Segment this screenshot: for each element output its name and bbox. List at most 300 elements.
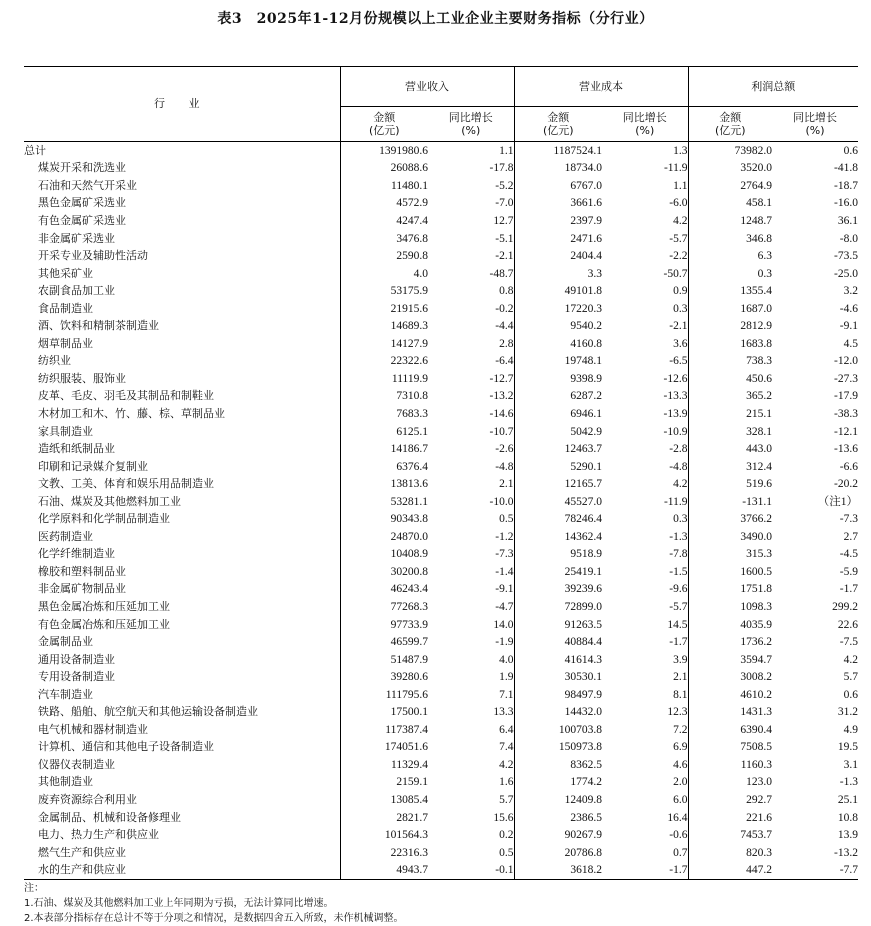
- profit-amount-cell: 458.1: [746, 197, 772, 210]
- profit-amount-cell: 0.3: [757, 267, 772, 280]
- revenue-growth-cell: -1.9: [428, 633, 514, 651]
- profit-growth-cell: -8.0: [839, 232, 858, 245]
- revenue-growth-cell: 4.0: [428, 651, 514, 669]
- profit-growth-cell: 3.2: [843, 285, 858, 298]
- cost-amount-cell: 30530.1: [564, 671, 602, 684]
- profit-growth-cell: -1.3: [839, 776, 858, 789]
- footnotes: [24, 881, 404, 926]
- profit-growth-cell: 19.5: [837, 741, 858, 754]
- subheader-growth: 同比增长 (%): [793, 111, 837, 137]
- table-title: 表3 2025年1-12月份规模以上工业企业主要财务指标（分行业）: [217, 11, 654, 27]
- cost-growth-cell: -12.6: [602, 370, 688, 388]
- cost-amount-cell: 1187524.1: [514, 142, 602, 160]
- industry-name: 其他制造业: [24, 774, 340, 792]
- profit-growth-cell: 25.1: [837, 794, 858, 806]
- revenue-amount-cell: 11119.9: [391, 372, 428, 385]
- cost-amount-cell: 98497.9: [564, 688, 602, 701]
- cost-amount-cell: 5042.9: [570, 425, 602, 438]
- profit-growth-cell: -12.1: [834, 425, 858, 438]
- revenue-growth-cell: 0.8: [428, 282, 514, 300]
- revenue-amount-cell: 11329.4: [391, 758, 428, 771]
- group-header-cost: 营业成本: [514, 66, 688, 107]
- cost-growth-cell: -11.9: [602, 160, 688, 178]
- cost-amount-cell: 20786.8: [564, 846, 602, 859]
- revenue-amount-cell: 101564.3: [384, 829, 428, 842]
- revenue-growth-cell: -2.6: [428, 440, 514, 458]
- revenue-growth-cell: -14.6: [428, 405, 514, 423]
- industry-name: 医药制造业: [24, 528, 340, 546]
- cost-amount-cell: 2386.5: [570, 811, 602, 824]
- profit-growth-cell: 36.1: [837, 214, 858, 227]
- cost-growth-cell: 3.6: [602, 335, 688, 353]
- profit-amount-cell: 6.3: [757, 250, 772, 263]
- profit-amount-cell: 3594.7: [740, 653, 772, 666]
- revenue-amount-cell: 22316.3: [390, 846, 428, 859]
- cost-growth-cell: 1.1: [602, 177, 688, 195]
- revenue-growth-cell: -4.4: [428, 317, 514, 335]
- table-row: [24, 317, 858, 335]
- revenue-growth-cell: -1.2: [428, 528, 514, 546]
- profit-amount-cell: 1736.2: [740, 636, 772, 649]
- group-header-profit: 利润总额: [688, 66, 858, 107]
- revenue-amount-cell: 1391980.6: [340, 142, 428, 160]
- revenue-amount-cell: 7683.3: [396, 407, 428, 420]
- profit-growth-cell: -1.7: [839, 583, 858, 596]
- revenue-growth-cell: 1.9: [428, 668, 514, 686]
- profit-growth-cell: 4.5: [843, 337, 858, 350]
- industry-name: 废弃资源综合利用业: [24, 791, 340, 809]
- cost-amount-cell: 1774.2: [570, 776, 602, 789]
- table-row: [24, 633, 858, 651]
- cost-growth-cell: -1.5: [602, 563, 688, 581]
- cost-growth-cell: 16.4: [602, 809, 688, 827]
- industry-name: 化学纤维制造业: [24, 546, 340, 564]
- industry-name: 橡胶和塑料制品业: [24, 563, 340, 581]
- revenue-growth-cell: -0.2: [428, 300, 514, 318]
- table-row: [24, 721, 858, 739]
- cost-growth-cell: -2.1: [602, 317, 688, 335]
- industry-name: 金属制品业: [24, 633, 340, 651]
- profit-growth-cell: -25.0: [834, 267, 858, 280]
- profit-growth-cell: -5.9: [839, 565, 858, 578]
- profit-growth-cell: 4.2: [843, 653, 858, 666]
- table-row: [24, 668, 858, 686]
- industry-name: 燃气生产和供应业: [24, 844, 340, 862]
- industry-name: 酒、饮料和精制茶制造业: [24, 317, 340, 335]
- cost-amount-cell: 4160.8: [570, 337, 602, 350]
- revenue-amount-cell: 46243.4: [390, 583, 428, 596]
- profit-growth-cell: -17.9: [834, 390, 858, 403]
- profit-growth-cell: 4.9: [843, 723, 858, 736]
- table-row: [24, 177, 858, 195]
- cost-amount-cell: 14362.4: [564, 530, 602, 543]
- cost-growth-cell: 0.9: [602, 282, 688, 300]
- table-row: [24, 756, 858, 774]
- profit-growth-cell: -9.1: [839, 320, 858, 333]
- table-row: [24, 774, 858, 792]
- profit-amount-cell: 450.6: [746, 372, 772, 385]
- industry-name: 木材加工和木、竹、藤、棕、草制品业: [24, 405, 340, 423]
- industry-name: 造纸和纸制品业: [24, 440, 340, 458]
- revenue-amount-cell: 21915.6: [390, 302, 428, 315]
- cost-growth-cell: 3.9: [602, 651, 688, 669]
- financial-indicators-table: [24, 66, 858, 880]
- profit-growth-cell: -4.5: [839, 548, 858, 561]
- cost-amount-cell: 12165.7: [564, 478, 602, 491]
- revenue-growth-cell: 6.4: [428, 721, 514, 739]
- revenue-amount-cell: 2590.8: [396, 250, 428, 263]
- cost-growth-cell: -10.9: [602, 423, 688, 441]
- profit-amount-cell: 292.7: [746, 794, 772, 806]
- profit-amount-cell: 1098.3: [740, 600, 772, 613]
- revenue-growth-cell: -10.7: [428, 423, 514, 441]
- cost-growth-cell: -5.7: [602, 230, 688, 248]
- table-row: [24, 265, 858, 283]
- cost-growth-cell: 1.3: [602, 142, 688, 160]
- revenue-growth-cell: 0.5: [428, 844, 514, 862]
- industry-name: 烟草制品业: [24, 335, 340, 353]
- table-body: [24, 142, 858, 880]
- industry-name: 有色金属矿采选业: [24, 212, 340, 230]
- revenue-growth-cell: -0.1: [428, 861, 514, 879]
- cost-growth-cell: 7.2: [602, 721, 688, 739]
- table-row: [24, 440, 858, 458]
- profit-amount-cell: 820.3: [746, 846, 772, 859]
- revenue-growth-cell: 5.7: [428, 791, 514, 809]
- group-header-revenue: 营业收入: [340, 66, 514, 107]
- cost-growth-cell: -1.7: [602, 861, 688, 879]
- profit-amount-cell: 315.3: [746, 548, 772, 561]
- profit-amount-cell: 215.1: [746, 407, 772, 420]
- cost-growth-cell: 8.1: [602, 686, 688, 704]
- revenue-amount-cell: 90343.8: [390, 513, 428, 526]
- profit-amount-cell: 3520.0: [740, 162, 772, 175]
- profit-amount-cell: 328.1: [746, 425, 772, 438]
- cost-growth-cell: 4.6: [602, 756, 688, 774]
- cost-growth-cell: -7.8: [602, 546, 688, 564]
- cost-amount-cell: 9518.9: [570, 548, 602, 561]
- cost-growth-cell: 0.7: [602, 844, 688, 862]
- profit-growth-cell: -16.0: [834, 197, 858, 210]
- industry-name: 文教、工美、体育和娱乐用品制造业: [24, 475, 340, 493]
- profit-amount-cell: 738.3: [746, 355, 772, 368]
- cost-growth-cell: 0.3: [602, 510, 688, 528]
- table-row: [24, 528, 858, 546]
- profit-amount-cell: 1431.3: [740, 706, 772, 719]
- cost-amount-cell: 5290.1: [570, 460, 602, 473]
- table-row: [24, 142, 858, 160]
- table-row: [24, 861, 858, 879]
- cost-growth-cell: 6.0: [602, 791, 688, 809]
- revenue-amount-cell: 53175.9: [390, 285, 428, 298]
- profit-growth-cell: -73.5: [834, 250, 858, 263]
- industry-name: 有色金属冶炼和压延加工业: [24, 616, 340, 634]
- table-row: [24, 230, 858, 248]
- cost-amount-cell: 19748.1: [564, 355, 602, 368]
- revenue-amount-cell: 4247.4: [396, 214, 428, 227]
- cost-amount-cell: 41614.3: [564, 653, 602, 666]
- revenue-growth-cell: -13.2: [428, 388, 514, 406]
- revenue-amount-cell: 46599.7: [390, 636, 428, 649]
- profit-growth-cell: -12.0: [834, 355, 858, 368]
- cost-amount-cell: 72899.0: [564, 600, 602, 613]
- profit-growth-cell: -18.7: [834, 179, 858, 192]
- table-row: [24, 282, 858, 300]
- profit-growth-cell: 299.2: [832, 600, 858, 613]
- industry-name: 石油、煤炭及其他燃料加工业: [24, 493, 340, 511]
- revenue-growth-cell: 15.6: [428, 809, 514, 827]
- cost-amount-cell: 9540.2: [570, 320, 602, 333]
- revenue-growth-cell: 2.1: [428, 475, 514, 493]
- cost-amount-cell: 49101.8: [564, 285, 602, 298]
- profit-amount-cell: 365.2: [746, 390, 772, 403]
- cost-growth-cell: -1.3: [602, 528, 688, 546]
- cost-amount-cell: 17220.3: [564, 302, 602, 315]
- cost-growth-cell: 2.1: [602, 668, 688, 686]
- revenue-amount-cell: 174051.6: [384, 741, 428, 754]
- subheader-amount: 金额 (亿元): [714, 111, 746, 137]
- cost-growth-cell: -6.0: [602, 195, 688, 213]
- table-row: [24, 598, 858, 616]
- profit-growth-cell: 10.8: [837, 811, 858, 824]
- industry-header: 行 业: [24, 66, 340, 142]
- industry-name: 铁路、船舶、航空航天和其他运输设备制造业: [24, 704, 340, 722]
- industry-name: 专用设备制造业: [24, 668, 340, 686]
- profit-amount-cell: 443.0: [746, 443, 772, 456]
- table-row: [24, 388, 858, 406]
- table-row: [24, 704, 858, 722]
- cost-amount-cell: 3661.6: [570, 197, 602, 210]
- revenue-growth-cell: -2.1: [428, 247, 514, 265]
- profit-growth-cell: 22.6: [837, 618, 858, 631]
- profit-amount-cell: 2764.9: [740, 179, 772, 192]
- profit-amount-cell: 123.0: [746, 776, 772, 789]
- profit-amount-cell: -131.1: [742, 495, 772, 508]
- table-row: [24, 300, 858, 318]
- note-item: 1.石油、煤炭及其他燃料加工业上年同期为亏损，无法计算同比增速。: [24, 898, 334, 909]
- revenue-growth-cell: -4.8: [428, 458, 514, 476]
- revenue-growth-cell: 1.1: [428, 142, 514, 160]
- industry-name: 非金属矿物制品业: [24, 581, 340, 599]
- profit-growth-cell: 0.6: [843, 688, 858, 701]
- profit-growth-cell: -7.5: [839, 636, 858, 649]
- cost-amount-cell: 40884.4: [564, 636, 602, 649]
- profit-growth-cell: -20.2: [834, 478, 858, 491]
- profit-amount-cell: 1160.3: [740, 758, 772, 771]
- table-row: [24, 405, 858, 423]
- cost-growth-cell: -1.7: [602, 633, 688, 651]
- profit-amount-cell: 1600.5: [740, 565, 772, 578]
- cost-amount-cell: 18734.0: [564, 162, 602, 175]
- industry-name: 总计: [24, 142, 340, 160]
- cost-growth-cell: -4.8: [602, 458, 688, 476]
- table-row: [24, 616, 858, 634]
- cost-amount-cell: 3.3: [587, 267, 602, 280]
- profit-growth-cell: -38.3: [834, 407, 858, 420]
- cost-growth-cell: -2.8: [602, 440, 688, 458]
- industry-name: 黑色金属冶炼和压延加工业: [24, 598, 340, 616]
- cost-growth-cell: 0.3: [602, 300, 688, 318]
- industry-name: 汽车制造业: [24, 686, 340, 704]
- profit-amount-cell: 1751.8: [740, 583, 772, 596]
- industry-name: 电气机械和器材制造业: [24, 721, 340, 739]
- revenue-amount-cell: 13085.4: [390, 794, 428, 806]
- table-row: [24, 581, 858, 599]
- cost-amount-cell: 12409.8: [564, 794, 602, 806]
- industry-name: 水的生产和供应业: [24, 861, 340, 879]
- revenue-amount-cell: 10408.9: [390, 548, 428, 561]
- profit-growth-cell: （注1）: [817, 495, 858, 508]
- cost-amount-cell: 2471.6: [570, 232, 602, 245]
- profit-growth-cell: -7.3: [839, 513, 858, 526]
- cost-growth-cell: 6.9: [602, 739, 688, 757]
- table-row: [24, 195, 858, 213]
- industry-name: 非金属矿采选业: [24, 230, 340, 248]
- industry-name: 电力、热力生产和供应业: [24, 826, 340, 844]
- industry-name: 通用设备制造业: [24, 651, 340, 669]
- cost-growth-cell: 12.3: [602, 704, 688, 722]
- profit-growth-cell: 5.7: [843, 671, 858, 684]
- cost-amount-cell: 12463.7: [564, 443, 602, 456]
- revenue-amount-cell: 6376.4: [396, 460, 428, 473]
- cost-growth-cell: 14.5: [602, 616, 688, 634]
- profit-amount-cell: 1248.7: [740, 214, 772, 227]
- revenue-growth-cell: -5.2: [428, 177, 514, 195]
- table-row: [24, 458, 858, 476]
- revenue-growth-cell: 7.1: [428, 686, 514, 704]
- cost-amount-cell: 6767.0: [570, 179, 602, 192]
- table-row: [24, 247, 858, 265]
- profit-amount-cell: 4610.2: [740, 688, 772, 701]
- profit-amount-cell: 312.4: [746, 460, 772, 473]
- industry-name: 家具制造业: [24, 423, 340, 441]
- revenue-growth-cell: 13.3: [428, 704, 514, 722]
- cost-amount-cell: 6946.1: [570, 407, 602, 420]
- industry-name: 化学原料和化学制品制造业: [24, 510, 340, 528]
- cost-growth-cell: -0.6: [602, 826, 688, 844]
- table-row: [24, 686, 858, 704]
- revenue-amount-cell: 2821.7: [396, 811, 428, 824]
- cost-amount-cell: 150973.8: [558, 741, 602, 754]
- revenue-amount-cell: 111795.6: [385, 688, 428, 701]
- profit-growth-cell: -13.2: [834, 846, 858, 859]
- cost-growth-cell: -9.6: [602, 581, 688, 599]
- cost-amount-cell: 2404.4: [570, 250, 602, 263]
- revenue-amount-cell: 14127.9: [390, 337, 428, 350]
- revenue-growth-cell: -9.1: [428, 581, 514, 599]
- table-row: [24, 739, 858, 757]
- industry-name: 金属制品、机械和设备修理业: [24, 809, 340, 827]
- revenue-amount-cell: 3476.8: [396, 232, 428, 245]
- profit-amount-cell: 3490.0: [740, 530, 772, 543]
- profit-growth-cell: 2.7: [843, 530, 858, 543]
- table-row: [24, 475, 858, 493]
- profit-amount-cell: 4035.9: [740, 618, 772, 631]
- cost-growth-cell: -5.7: [602, 598, 688, 616]
- subheader-growth: 同比增长 (%): [602, 107, 688, 142]
- revenue-amount-cell: 2159.1: [396, 776, 428, 789]
- revenue-amount-cell: 26088.6: [390, 162, 428, 175]
- profit-amount-cell: 73982.0: [688, 142, 772, 160]
- cost-amount-cell: 100703.8: [558, 723, 602, 736]
- revenue-growth-cell: -5.1: [428, 230, 514, 248]
- industry-name: 煤炭开采和洗选业: [24, 160, 340, 178]
- cost-amount-cell: 90267.9: [564, 829, 602, 842]
- revenue-growth-cell: -4.7: [428, 598, 514, 616]
- profit-amount-cell: 2812.9: [740, 320, 772, 333]
- notes-label: 注：: [24, 883, 44, 894]
- profit-growth-cell: -13.6: [834, 443, 858, 456]
- revenue-growth-cell: -12.7: [428, 370, 514, 388]
- revenue-amount-cell: 4943.7: [340, 861, 428, 879]
- revenue-growth-cell: -17.8: [428, 160, 514, 178]
- revenue-amount-cell: 14689.3: [390, 320, 428, 333]
- table-row: [24, 563, 858, 581]
- profit-amount-cell: 6390.4: [740, 723, 772, 736]
- profit-amount-cell: 7453.7: [740, 829, 772, 842]
- cost-growth-cell: -13.3: [602, 388, 688, 406]
- profit-amount-cell: 3766.2: [740, 513, 772, 526]
- cost-growth-cell: -6.5: [602, 353, 688, 371]
- table-row: [24, 546, 858, 564]
- profit-growth-cell: 3.1: [843, 758, 858, 771]
- revenue-amount-cell: 117387.4: [385, 723, 428, 736]
- table-row: [24, 809, 858, 827]
- revenue-amount-cell: 4.0: [413, 267, 428, 280]
- profit-growth-cell: -27.3: [834, 372, 858, 385]
- table-row: [24, 651, 858, 669]
- revenue-amount-cell: 39280.6: [390, 671, 428, 684]
- table-row: [24, 791, 858, 809]
- revenue-growth-cell: 4.2: [428, 756, 514, 774]
- cost-amount-cell: 9398.9: [570, 372, 602, 385]
- subheader-growth: 同比增长 (%): [428, 107, 514, 142]
- profit-growth-cell: 31.2: [837, 706, 858, 719]
- profit-amount-cell: 1687.0: [740, 302, 772, 315]
- industry-name: 食品制造业: [24, 300, 340, 318]
- cost-growth-cell: 4.2: [602, 212, 688, 230]
- revenue-amount-cell: 14186.7: [390, 443, 428, 456]
- revenue-growth-cell: 7.4: [428, 739, 514, 757]
- cost-amount-cell: 2397.9: [570, 214, 602, 227]
- profit-amount-cell: 221.6: [746, 811, 772, 824]
- table-row: [24, 212, 858, 230]
- table-row: [24, 826, 858, 844]
- profit-amount-cell: 519.6: [746, 478, 772, 491]
- revenue-growth-cell: -7.0: [428, 195, 514, 213]
- table-row: [24, 160, 858, 178]
- revenue-growth-cell: -1.4: [428, 563, 514, 581]
- cost-amount-cell: 6287.2: [570, 390, 602, 403]
- profit-amount-cell: 3008.2: [740, 671, 772, 684]
- industry-name: 皮革、毛皮、羽毛及其制品和制鞋业: [24, 388, 340, 406]
- table-row: [24, 844, 858, 862]
- cost-amount-cell: 39239.6: [564, 583, 602, 596]
- revenue-growth-cell: 0.2: [428, 826, 514, 844]
- revenue-amount-cell: 6125.1: [396, 425, 428, 438]
- profit-amount-cell: 346.8: [746, 232, 772, 245]
- industry-name: 开采专业及辅助性活动: [24, 247, 340, 265]
- profit-growth-cell: 13.9: [837, 829, 858, 842]
- revenue-amount-cell: 11480.1: [391, 179, 428, 192]
- cost-amount-cell: 8362.5: [570, 758, 602, 771]
- subheader-amount: 金额 (亿元): [368, 111, 400, 137]
- profit-amount-cell: 1683.8: [740, 337, 772, 350]
- table-top-rule: [24, 66, 858, 67]
- industry-name: 印刷和记录媒介复制业: [24, 458, 340, 476]
- cost-growth-cell: -2.2: [602, 247, 688, 265]
- revenue-amount-cell: 22322.6: [390, 355, 428, 368]
